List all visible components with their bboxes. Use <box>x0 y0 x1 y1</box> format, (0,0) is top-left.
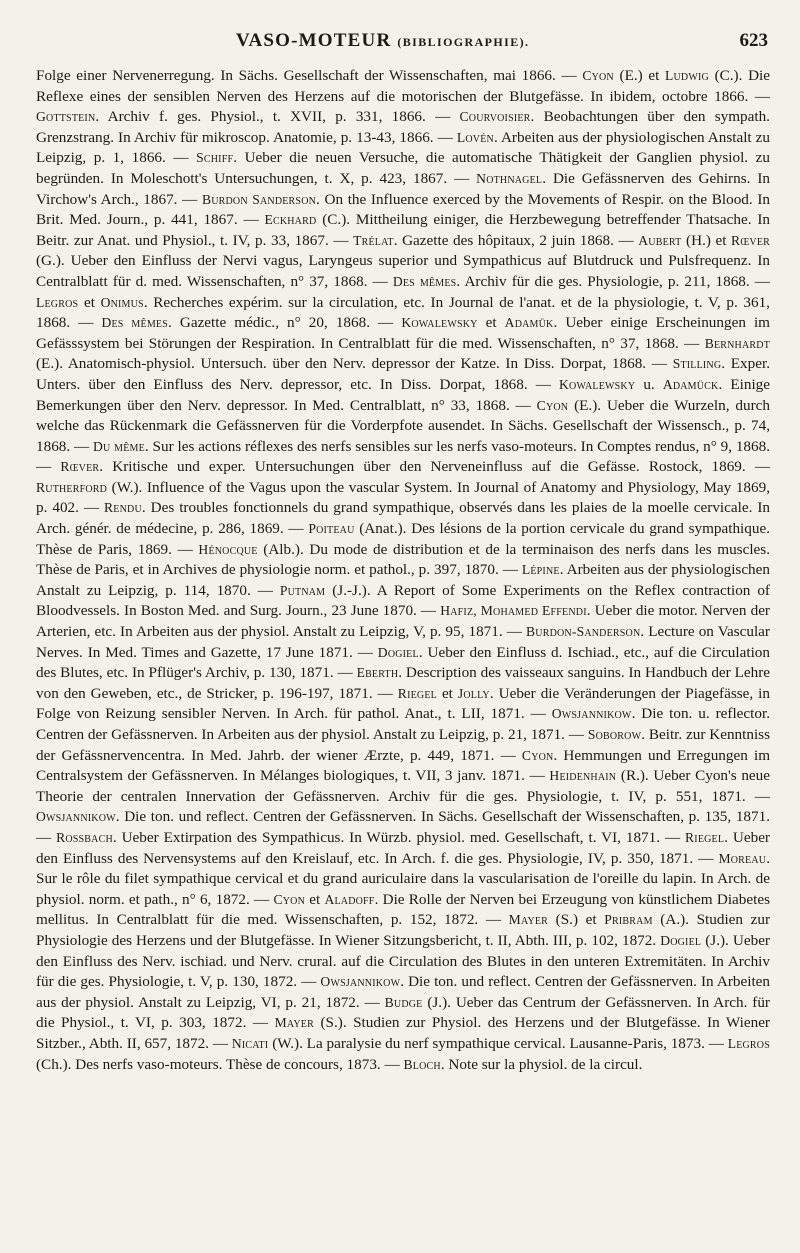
author-name: Rendu <box>104 500 142 516</box>
reference-text: . Ueber den Einfluss des Nervensystems auf den Kreislauf, etc. In Arch. f. die ges. Physiologie, IV, p. 350, 1871. — <box>36 828 770 867</box>
author-name: Adamück <box>662 376 719 392</box>
reference-text: . Arbeiten aus der physiologischen Anstalt zu Leipzig, p. 114, 1870. — <box>36 561 770 599</box>
running-title <box>236 30 529 52</box>
author-name: Hénocque <box>198 541 258 557</box>
bibliography-paragraph <box>36 66 770 1075</box>
author-name: Lovén <box>456 129 494 145</box>
author-name: Rœver <box>60 459 100 475</box>
page-header <box>36 26 770 66</box>
author-name: Lépine <box>521 562 560 578</box>
reference-text: (Ch.). Des nerfs vaso-moteurs. Thèse de concours, 1873. — <box>36 1055 404 1073</box>
reference-text: . Sur les actions réflexes des nerfs sensibles sur les nerfs vaso-moteurs. In Comptes rendus, n° 9, 1868. — <box>36 437 770 476</box>
author-name: Putnam <box>279 582 326 598</box>
reference-text: (J.). Ueber den Einfluss des Nerv. ischiad. und Nerv. crural. auf die Circulation des Blutes in den unteren Extremitäten. In Archiv für die ges. Physiologie, t. V, p. 130, 1872. — <box>36 931 770 991</box>
author-name: Burdon Sanderson <box>201 191 317 207</box>
reference-text: . Die Gefässnerven des Gehirns. In Virchow's Arch., 1867. — <box>36 169 770 208</box>
reference-text: . Gazette médic., n° 20, 1868. — <box>168 314 402 332</box>
author-name: Cyon <box>273 891 305 907</box>
author-name: Des mêmes <box>392 273 457 289</box>
reference-text: (E.). Anatomisch-physiol. Untersuch. über den Nerv. depressor der Katze. In Diss. Dorpat, 1868. — <box>36 355 673 373</box>
author-name: Hafiz, Mohamed Effendi <box>440 603 587 619</box>
reference-text: . Kritische und exper. Untersuchungen über den Nerveneinfluss auf die Gefässe. Rostock, 1869. — <box>99 458 771 476</box>
reference-text: et <box>305 890 325 908</box>
reference-text: (Anat.). Des lésions de la portion cervicale du grand sympathique. Thèse de Paris, 1869. — <box>36 520 770 558</box>
author-name: Mayer <box>508 912 549 928</box>
author-name: Adamük <box>504 315 554 331</box>
reference-text: . Ueber die motor. Nerven der Arterien, etc. In Arbeiten aus der physiol. Anstalt zu Leipzig, V, p. 95, 1871. — <box>36 602 770 641</box>
author-name: Courvoisier <box>459 109 531 125</box>
reference-text: et <box>477 314 505 332</box>
reference-text: . Beitr. zur Kenntniss der Gefässnervencentra. In Med. Jahrb. der wiener Ærzte, p. 449, 1871. — <box>36 726 771 764</box>
author-name: Rossbach <box>56 829 113 845</box>
reference-text: . Description des vaisseaux sanguins. In Handbuch der Lehre von den Geweben, etc., de Stricker, p. 196-197, 1871. — <box>36 664 770 702</box>
author-name: Rœver <box>731 232 771 248</box>
author-name: Stilling <box>672 356 722 372</box>
reference-text: . Arbeiten aus der physiologischen Anstalt zu Leipzig, p. 1, 1866. — <box>36 128 771 167</box>
reference-text: . On the Influence exerced by the Movements of Respir. on the Blood. In Brit. Med. Journ., p. 441, 1867. — <box>36 190 770 229</box>
reference-text: (A.). Studien zur Physiologie des Herzens und der Blutgefässe. In Wiener Sitzungsbericht, t. II, Abth. III, p. 102, 1872. <box>36 911 771 949</box>
reference-text: . Die ton. u. reflector. Centren der Gefässnerven. In Arbeiten aus der physiol. Anstalt zu Leipzig, p. 21, 1871. — <box>36 705 770 743</box>
author-name: Legros <box>727 1035 770 1051</box>
author-name: Kowalewsky <box>559 376 636 392</box>
reference-text: . Ueber Extirpation des Sympathicus. In Würzb. physiol. med. Gesellschaft, t. VI, 1871. — <box>112 828 686 846</box>
author-name: Dogiel <box>377 644 419 660</box>
author-name: Onimus <box>100 294 144 310</box>
reference-text: et <box>436 684 458 702</box>
reference-text: (C.). Mittheilung einiger, die Herzbewegung betreffender Thatsache. In Beitr. zur Anat. und Physiol., t. IV, p. 33, 1867. — <box>36 211 770 249</box>
author-name: Schiff <box>196 150 234 166</box>
author-name: Soborow <box>587 727 642 742</box>
reference-text: . Des troubles fonctionnels du grand sympathique, observés dans les plaies de la moelle cervicale. In Arch. génér. de médecine, p. 286, 1869. — <box>36 499 770 538</box>
reference-text: . Gazette des hôpitaux, 2 juin 1868. — <box>393 231 639 249</box>
author-name: Budge <box>384 994 423 1010</box>
reference-text: . Ueber die neuen Versuche, die automatische Thätigkeit der Ganglien physiol. zu begründen. In Moleschott's Untersuchungen, t. X, p. 423, 1867. — <box>36 149 770 187</box>
author-name: Rutherford <box>36 479 108 495</box>
author-name: Eberth <box>356 665 399 681</box>
author-name: Cyon <box>582 68 614 83</box>
running-title-subtitle: (BIBLIOGRAPHIE). <box>397 35 530 49</box>
author-name: Pribram <box>604 912 653 928</box>
reference-text: (J.-J.). A Report of Some Experiments on the Reflex contraction of Bloodvessels. In Boston Med. and Surg. Journ., 23 June 1870. — <box>36 581 770 620</box>
author-name: Jolly <box>457 685 490 701</box>
author-name: Eckhard <box>264 212 317 228</box>
reference-text: . Die ton. und reflect. Centren der Gefässnerven. In Sächs. Gesellschaft der Wissenschaften, p. 135, 1871. — <box>36 808 770 846</box>
reference-text: . Archiv f. ges. Physiol., t. XVII, p. 331, 1866. — <box>95 108 460 126</box>
reference-text: (W.). La paralysie du nerf sympathique cervical. Lausanne-Paris, 1873. — <box>268 1034 728 1052</box>
author-name: Owsjannikow <box>36 809 116 825</box>
reference-text: (R.). Ueber Cyon's neue Theorie der centralen Innervation der Gefässnerven. Archiv für die ges. Physiologie, t. IV, p. 551, 1871. — <box>36 767 770 805</box>
author-name: Moreau <box>718 850 767 866</box>
author-name: Burdon-Sanderson <box>526 624 641 640</box>
author-name: Owsjannikow <box>551 706 632 722</box>
author-name: Bloch <box>403 1056 441 1072</box>
reference-text: (S.). Studien zur Physiol. des Herzens und der Blutgefässe. In Wiener Sitzber., Abth. II, 657, 1872. — <box>36 1014 770 1052</box>
reference-text: (E.) et <box>613 67 665 84</box>
author-name: Heidenhain <box>549 768 617 784</box>
reference-text: u. <box>635 375 663 393</box>
reference-text: . Ueber den Einfluss d. Ischiad., etc., auf die Circulation des Blutes, etc. In Pflüger's Archiv, p. 130, 1871. — <box>36 643 770 682</box>
author-name: Cyon <box>536 397 569 413</box>
reference-text: . Sur le rôle du filet sympathique cervical et du grand auriculaire dans la vascularisation de l'oreille du lapin. In Arch. de physiol. norm. et path., n° 6, 1872. — <box>36 849 770 908</box>
author-name: Des mêmes <box>101 315 168 331</box>
reference-text: . Hemmungen und Erregungen im Centralsystem der Gefässnerven. In Mélanges biologiques, t. VII, 3 janv. 1871. — <box>36 746 771 785</box>
reference-text: . Die ton. und reflect. Centren der Gefässnerven. In Arbeiten aus der physiol. Anstalt zu Leipzig, VI, p. 21, 1872. — <box>36 973 771 1011</box>
author-name: Owsjannikow <box>320 974 401 990</box>
reference-text: . Recherches expérim. sur la circulation, etc. In Journal de l'anat. et de la physiologie, t. V, p. 361, 1868. — <box>36 293 770 332</box>
author-name: Ludwig <box>664 68 709 83</box>
author-name: Kowalewsky <box>401 315 478 331</box>
author-name: Riegel <box>685 829 725 845</box>
author-name: Nothnagel <box>476 170 543 186</box>
reference-text: (G.). Ueber den Einfluss der Nervi vagus, Laryngeus superior und Sympathicus auf Blutdruck und Pulsfrequenz. In Centralblatt für d. med. Wissenschaften, n° 37, 1868. — <box>36 252 770 290</box>
author-name: Gottstein <box>36 109 96 125</box>
author-name: Du même <box>93 438 145 454</box>
author-name: Cyon <box>521 747 554 763</box>
author-name: Bernhardt <box>704 335 770 351</box>
reference-text: . Exper. Unters. über den Einfluss des Nerv. depressor, etc. In Diss. Dorpat, 1868. — <box>36 355 770 393</box>
author-name: Riegel <box>397 685 437 701</box>
running-title-main: VASO-MOTEUR <box>236 30 392 51</box>
reference-text: . Archiv für die ges. Physiologie, p. 211, 1868. — <box>456 272 770 290</box>
author-name: Poiteau <box>308 521 355 537</box>
reference-text: (S.) et <box>548 911 605 929</box>
reference-text: et <box>78 293 101 311</box>
author-name: Nicati <box>231 1035 269 1051</box>
author-name: Dogiel <box>660 932 702 948</box>
author-name: Aladoff <box>324 891 375 907</box>
reference-text: . Ueber die Veränderungen der Piagefässe, in Folge von Reizung sensibler Nerven. In Arch. für pathol. Anat., t. LII, 1871. — <box>36 684 770 723</box>
author-name: Aubert <box>638 232 682 248</box>
page-number: 623 <box>739 30 768 51</box>
reference-text: (E.). Ueber die Wurzeln, durch welche das Rückenmark die Gefässnerven für die Vorderpfote ausendet. In Sächs. Gesellschaft der Wissensch., p. 74, 1868. — <box>36 396 770 455</box>
author-name: Mayer <box>274 1015 314 1031</box>
reference-text: . Note sur la physiol. de la circul. <box>440 1055 643 1073</box>
reference-text: (C.). Die Reflexe eines der sensiblen Nerven des Herzens auf die motorischen der Blutgefässe. In ibidem, octobre 1866. — <box>36 67 770 105</box>
author-name: Trélat <box>353 232 394 248</box>
reference-text: . Lecture on Vascular Nerves. In Med. Times and Gazette, 17 June 1871. — <box>36 623 770 661</box>
reference-text: Folge einer Nervenerregung. In Sächs. Gesellschaft der Wissenschaften, mai 1866. — <box>36 67 583 84</box>
reference-text: (W.). Influence of the Vagus upon the vascular System. In Journal of Anatomy and Physiology, May 1869, p. 402. — <box>36 478 770 517</box>
reference-text: (J.). Ueber das Centrum der Gefässnerven. In Arch. für die Physiol., t. VI, p. 303, 1872. — <box>36 993 770 1032</box>
reference-text: (Alb.). Du mode de distribution et de la terminaison des nerfs dans les muscles. Thèse de Paris, et in Archives de physiologie norm. et pathol., p. 397, 1870. — <box>36 540 770 579</box>
reference-text: . Beobachtungen über den sympath. Grenzstrang. In Archiv für mikroscop. Anatomie, p. 13-43, 1866. — <box>36 108 770 146</box>
reference-text: . Die Rolle der Nerven bei Erzeugung von künstlichem Diabetes mellitus. In Centralblatt für die med. Wissenschaften, p. 152, 1872. — <box>36 890 770 929</box>
reference-text: (H.) et <box>681 231 732 249</box>
reference-text: . Ueber einige Erscheinungen im Gefässsystem bei Störungen der Respiration. In Centralblatt für die med. Wissenschaften, n° 37, 1868. — <box>36 314 771 352</box>
author-name: Legros <box>36 294 79 310</box>
reference-text: . Einige Bemerkungen über den Nerv. depressor. In Med. Centralblatt, n° 33, 1868. — <box>36 375 770 414</box>
